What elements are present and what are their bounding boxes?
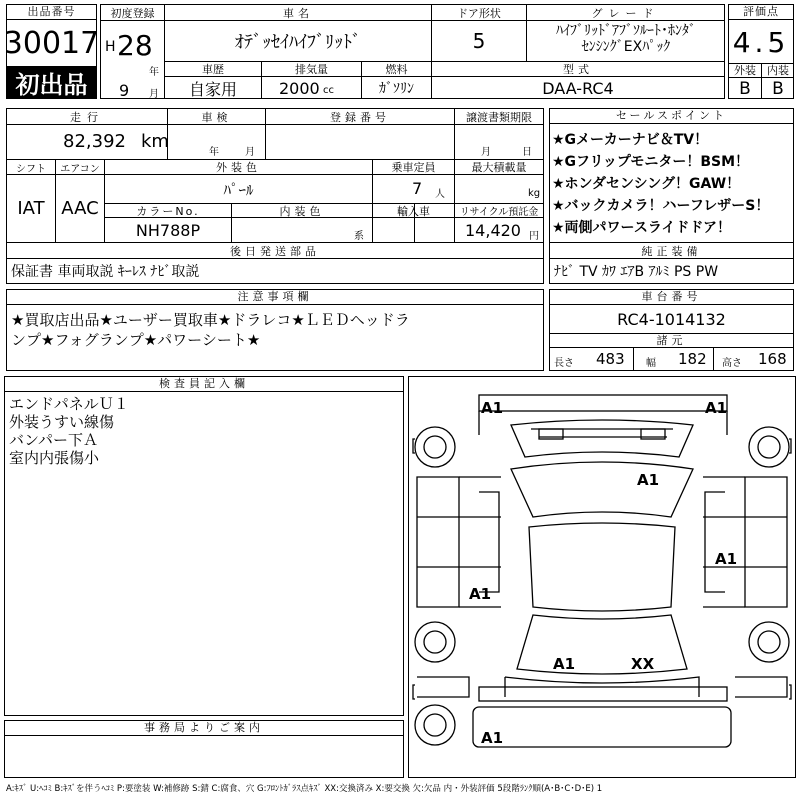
score-box — [728, 4, 794, 99]
vehicle-detail-table — [6, 108, 544, 284]
transfer-day-unit: 日 — [522, 147, 532, 158]
reg-year: 28 — [117, 29, 153, 62]
length-label: 長さ — [554, 358, 574, 369]
inspector-notes — [9, 395, 129, 467]
car-name-label: 車名 — [283, 6, 313, 20]
sales-point: ★ホンダセンシング！GAW！ — [552, 176, 741, 192]
fuel-label: 燃料 — [385, 63, 408, 76]
recycle-label: リサイクル預託金 — [459, 207, 539, 218]
chassis-box — [549, 289, 794, 371]
capacity-label: 乗車定員 — [391, 161, 436, 174]
sales-point: ★両側パワースライドドア！ — [552, 220, 732, 236]
damage-mark: A1 — [553, 655, 576, 673]
history: 自家用 — [188, 79, 237, 99]
later-parts-label: 後日発送部品 — [230, 244, 320, 258]
damage-mark: A1 — [705, 399, 728, 417]
notes-label: 注意事項欄 — [7, 290, 543, 305]
grade-label: グレード — [591, 6, 660, 20]
doors-label: ドア形状 — [457, 6, 501, 20]
inspector-line: エンドパネルＵ１ — [9, 395, 129, 413]
fuel: ｶﾞｿﾘﾝ — [379, 81, 414, 97]
inspector-line: 室内内張傷小 — [9, 449, 100, 467]
displacement-unit: cc — [323, 85, 334, 96]
exterior-score: B — [739, 78, 751, 99]
inspection-year-unit: 年 — [209, 147, 219, 158]
exterior-score-label: 外装 — [734, 64, 756, 77]
width: 182 — [678, 350, 707, 368]
color-no-label: カラーNo. — [136, 204, 200, 218]
lot-number: 30017 — [3, 25, 100, 61]
vehicle-header-table — [100, 4, 725, 99]
dims-label: 諸元 — [656, 334, 687, 347]
damage-mark: A1 — [481, 399, 504, 417]
damage-mark: XX — [631, 655, 655, 673]
year-unit: 年 — [149, 67, 159, 78]
ac-label: エアコン — [60, 163, 100, 175]
mileage: 82,392 — [63, 131, 126, 152]
recycle-unit: 円 — [529, 231, 539, 242]
first-listing-badge: 初出品 — [7, 66, 96, 98]
chassis-number: RC4-1014132 — [617, 309, 726, 329]
inspection-month-unit: 月 — [245, 147, 255, 158]
car-outline-drawing — [409, 377, 795, 777]
interior-score-label: 内装 — [767, 64, 789, 77]
capacity-unit: 人 — [435, 189, 445, 200]
later-parts: 保証書 車両取説 ｷｰﾚｽ ﾅﾋﾞ取説 — [11, 264, 200, 280]
inspector-line: 外装うすい線傷 — [9, 413, 115, 431]
mileage-unit: km — [141, 131, 169, 152]
notes-line-2: ンプ★フォグランプ★パワーシート★ — [11, 331, 261, 349]
month-unit: 月 — [149, 89, 159, 100]
max-load-unit: kg — [528, 188, 541, 199]
interior-color-label: 内装色 — [279, 204, 325, 218]
height: 168 — [758, 350, 787, 368]
capacity: 7 — [412, 179, 423, 198]
width-label: 幅 — [646, 358, 656, 369]
max-load-label: 最大積載量 — [471, 161, 527, 174]
mileage-label: 走行 — [70, 110, 104, 124]
office-label: 事務局よりご案内 — [5, 721, 403, 736]
height-label: 高さ — [722, 358, 742, 369]
grade-line-1: ﾊｲﾌﾞﾘｯﾄﾞｱﾌﾞｿﾙｰﾄ･ﾎﾝﾀﾞ — [556, 23, 696, 39]
recycle: 14,420 — [465, 221, 521, 240]
displacement-label: 排気量 — [295, 63, 328, 76]
damage-mark: A1 — [637, 471, 660, 489]
equipment-label: 純正装備 — [641, 244, 702, 258]
sales-point: ★Gフリップモニター！BSM！ — [552, 154, 750, 170]
legend: A:ｷｽﾞ U:ﾍｺﾐ B:ｷｽﾞを伴うﾍｺﾐ P:要塗装 W:補修跡 S:錆 C:腐食、穴 G:ﾌﾛﾝﾄｶﾞﾗｽ点ｷｽﾞ XX:交換済み X:要交換 欠:欠品 内・外装評価 5段階ﾗﾝｸ順(A･B･C･D･E) 1 — [6, 784, 603, 794]
score-label: 評価点 — [729, 5, 793, 20]
model-label: 型式 — [563, 63, 593, 76]
transfer-month-unit: 月 — [481, 147, 491, 158]
damage-mark: A1 — [715, 550, 738, 568]
exterior-color: ﾊﾟｰﾙ — [223, 180, 254, 199]
displacement: 2000 — [279, 79, 320, 98]
exterior-color-label: 外装色 — [216, 161, 261, 174]
car-name: ｵﾃﾞｯｾｲﾊｲﾌﾞﾘｯﾄﾞ — [235, 32, 361, 53]
office-box — [4, 720, 404, 778]
ac: AAC — [61, 198, 99, 219]
inspector-box — [4, 376, 404, 716]
interior-score: B — [772, 78, 784, 99]
notes-line-1: ★買取店出品★ユーザー買取車★ドラレコ★ＬＥＤヘッドラ — [11, 311, 410, 329]
sales-points-list — [552, 129, 769, 239]
color-no: NH788P — [135, 220, 201, 240]
reg-no-label: 登録番号 — [330, 110, 390, 124]
sales-point: ★バックカメラ！ハーフレザーS！ — [552, 198, 770, 214]
reg-month: 9 — [119, 81, 130, 100]
sales-points-label: セールスポイント — [550, 109, 793, 124]
era: H — [105, 39, 116, 55]
damage-mark: A1 — [481, 729, 504, 747]
history-label: 車歴 — [202, 63, 224, 76]
length: 483 — [596, 350, 625, 368]
interior-color-unit: 系 — [354, 231, 364, 242]
shift: IAT — [17, 198, 45, 219]
shift-label: シフト — [16, 163, 46, 175]
sales-points-box — [549, 108, 794, 284]
grade — [531, 23, 721, 55]
doors: 5 — [472, 29, 486, 53]
equipment: ﾅﾋﾞ TV ｶﾜ ｴｱB ｱﾙﾐ PS PW — [554, 264, 719, 280]
notes-box — [6, 289, 544, 371]
first-reg-label: 初度登録 — [110, 6, 155, 20]
inspector-label: 検査員記入欄 — [5, 377, 403, 392]
transfer-label: 譲渡書類期限 — [466, 110, 532, 124]
damage-diagram — [408, 376, 796, 778]
chassis-label: 車台番号 — [550, 290, 793, 305]
damage-mark: A1 — [469, 585, 492, 603]
grade-line-2: ｾﾝｼﾝｸﾞEXﾊﾟｯｸ — [581, 39, 671, 55]
inspector-line: バンパー下Ａ — [9, 431, 98, 449]
lot-number-box — [3, 4, 100, 99]
lot-number-label: 出品番号 — [7, 5, 96, 20]
score: 4.5 — [732, 25, 790, 59]
import-label: 輸入車 — [397, 204, 430, 218]
notes-text — [11, 310, 410, 350]
inspection-label: 車検 — [201, 110, 232, 124]
model: DAA-RC4 — [542, 78, 614, 98]
sales-point: ★Gメーカーナビ＆TV！ — [552, 132, 709, 148]
